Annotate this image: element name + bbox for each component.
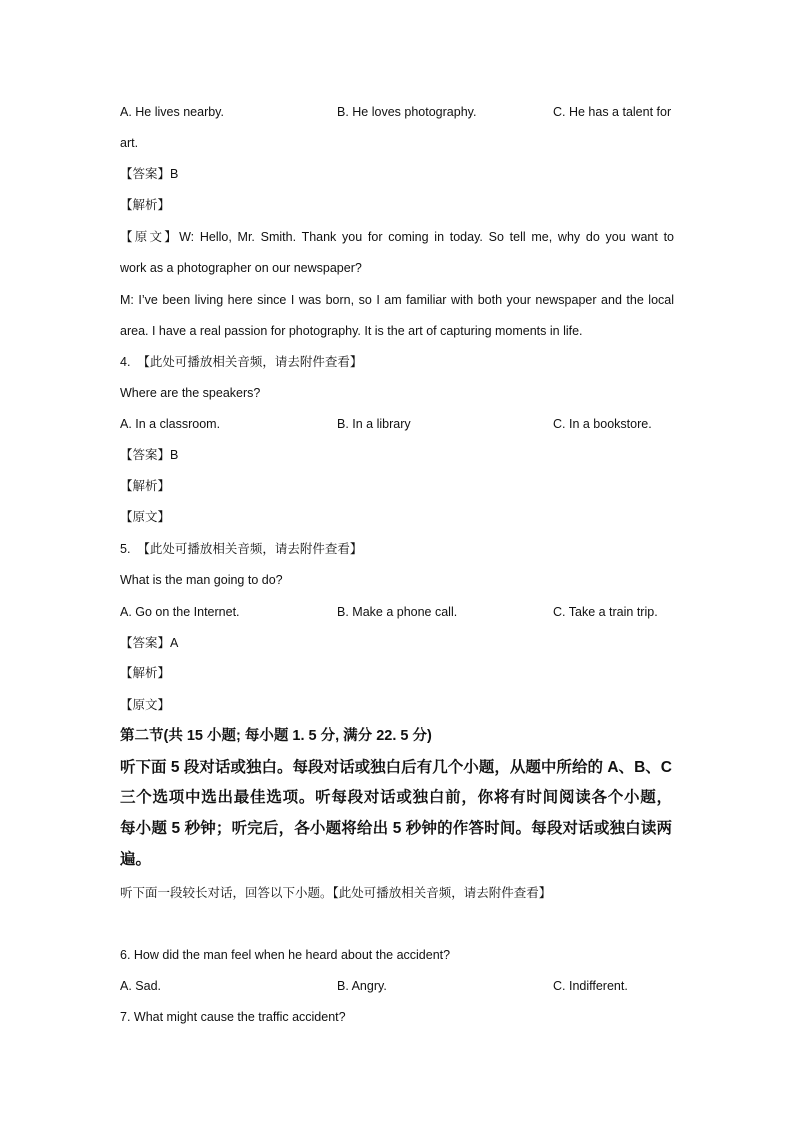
q7-question: 7. What might cause the traffic accident? [120, 1010, 346, 1024]
q5-option-c: C. Take a train trip. [553, 605, 658, 619]
q5-answer [120, 635, 178, 651]
q5-number: 5. [120, 542, 131, 556]
answer-tag: 【答案】 [120, 636, 171, 650]
q3-option-c: C. He has a talent for [553, 105, 672, 119]
script-tag: 【原文】 [120, 230, 180, 244]
q3-script-line-1 [120, 229, 674, 245]
script-text: W: Hello, Mr. Smith. Thank you for coming in today. So tell me, why do you want to [179, 230, 674, 244]
q3-answer [120, 166, 178, 182]
section2-instruction-line-1: 听下面 5 段对话或独白。每段对话或独白后有几个小题，从题中所给的 A、B、C [120, 759, 672, 776]
q6-option-b: B. Angry. [337, 979, 387, 993]
q4-script-tag: 【原文】 [120, 510, 171, 524]
q4-number: 4. [120, 355, 131, 369]
answer-value: A [170, 636, 179, 650]
q4-question: Where are the speakers? [120, 386, 261, 400]
q3-script-line-2: work as a photographer on our newspaper? [120, 261, 362, 275]
q4-option-b: B. In a library [337, 417, 411, 431]
q5-script-tag: 【原文】 [120, 698, 171, 712]
q3-option-c-continued: art. [120, 136, 139, 150]
q3-script-line-4: area. I have a real passion for photography. It is the art of capturing moments in life. [120, 324, 583, 338]
q6-option-a: A. Sad. [120, 979, 161, 993]
q4-analysis-tag: 【解析】 [120, 479, 171, 493]
q5-heading [120, 541, 362, 557]
q3-option-a: A. He lives nearby. [120, 105, 224, 119]
q6-option-c: C. Indifferent. [553, 979, 628, 993]
q4-option-a: A. In a classroom. [120, 417, 221, 431]
section2-heading: 第二节(共 15 小题; 每小题 1. 5 分, 满分 22. 5 分) [120, 728, 432, 744]
section2-instruction-line-2: 三个选项中选出最佳选项。听每段对话或独白前，你将有时间阅读各个小题， [120, 789, 672, 806]
q5-option-a: A. Go on the Internet. [120, 605, 240, 619]
q4-option-c: C. In a bookstore. [553, 417, 652, 431]
section2-instruction-line-3: 每小题 5 秒钟；听完后，各小题将给出 5 秒钟的作答时间。每段对话或独白读两 [120, 820, 672, 837]
q5-question: What is the man going to do? [120, 573, 283, 587]
answer-tag: 【答案】 [120, 167, 171, 181]
q6-question: 6. How did the man feel when he heard about the accident? [120, 948, 451, 962]
q5-option-b: B. Make a phone call. [337, 605, 458, 619]
q5-audio-note: 【此处可播放相关音频，请去附件查看】 [137, 542, 363, 556]
section2-dialog-note: 听下面一段较长对话，回答以下小题。【此处可播放相关音频，请去附件查看】 [120, 886, 552, 900]
q5-analysis-tag: 【解析】 [120, 666, 171, 680]
section2-instruction-line-4: 遍。 [120, 851, 152, 868]
q3-option-b: B. He loves photography. [337, 105, 477, 119]
answer-value: B [170, 167, 179, 181]
q4-answer [120, 447, 178, 463]
q4-heading [120, 354, 362, 370]
answer-value: B [170, 448, 179, 462]
q4-audio-note: 【此处可播放相关音频，请去附件查看】 [137, 355, 363, 369]
q3-analysis-tag: 【解析】 [120, 198, 171, 212]
answer-tag: 【答案】 [120, 448, 171, 462]
q3-script-line-3: M: I’ve been living here since I was born, so I am familiar with both your newspaper and the local [120, 293, 674, 307]
